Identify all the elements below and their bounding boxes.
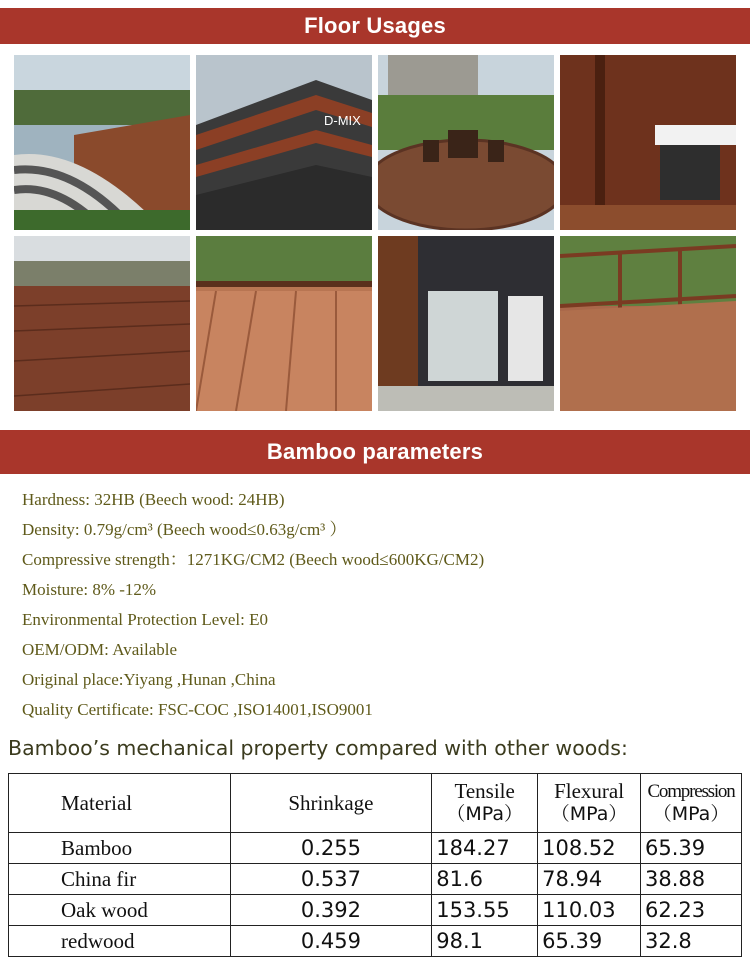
- parameters-list: [22, 485, 484, 725]
- table-row: [9, 864, 742, 895]
- cell-tensile: 98.1: [432, 926, 538, 957]
- header-tensile: [432, 774, 538, 833]
- header-flexural-label: Flexural: [554, 779, 625, 803]
- cell-flexural: 108.52: [538, 833, 641, 864]
- cell-shrinkage: 0.537: [230, 864, 432, 895]
- header-flexural: [538, 774, 641, 833]
- table-row: [9, 833, 742, 864]
- header-tensile-label: Tensile: [454, 779, 515, 803]
- param-oem-odm: OEM/ODM: Available: [22, 640, 178, 659]
- balcony-railing-deck-photo: [196, 236, 372, 411]
- cell-shrinkage: 0.459: [230, 926, 432, 957]
- header-compression-label: Compression: [647, 781, 735, 802]
- svg-text:D-MIX: D-MIX: [324, 113, 361, 128]
- comparison-table: [8, 773, 742, 957]
- cell-flexural: 78.94: [538, 864, 641, 895]
- param-density: Density: 0.79g/cm³ (Beech wood≤0.63g/cm³ ）: [22, 520, 347, 539]
- building-entrance-cladding-photo: [560, 55, 736, 230]
- plaza-terraced-deck-photo: [14, 55, 190, 230]
- floor-usages-banner: [0, 8, 750, 44]
- bamboo-parameters-title: Bamboo parameters: [266, 439, 484, 464]
- param-compressive-strength: Compressive strength：1271KG/CM2 (Beech wood≤600KG/CM2): [22, 550, 485, 569]
- floor-usages-title: Floor Usages: [304, 13, 446, 38]
- header-compression-unit: （MPa）: [652, 803, 730, 825]
- cell-tensile: 184.27: [432, 833, 538, 864]
- terrace-railing-garden-photo: [560, 236, 736, 411]
- cell-tensile: 153.55: [432, 895, 538, 926]
- param-moisture: Moisture: 8% -12%: [22, 580, 157, 599]
- commercial-building-facade-photo: [196, 55, 372, 230]
- cell-flexural: 65.39: [538, 926, 641, 957]
- cell-material: Oak wood: [9, 895, 231, 926]
- cell-tensile: 81.6: [432, 864, 538, 895]
- cell-material: redwood: [9, 926, 231, 957]
- header-material: Material: [9, 774, 231, 833]
- table-row: [9, 895, 742, 926]
- cell-flexural: 110.03: [538, 895, 641, 926]
- cell-shrinkage: 0.255: [230, 833, 432, 864]
- waterfront-deck-photo: [14, 236, 190, 411]
- param-environmental-level: Environmental Protection Level: E0: [22, 610, 268, 629]
- cell-material: China fir: [9, 864, 231, 895]
- param-hardness: Hardness: 32HB (Beech wood: 24HB): [22, 490, 285, 509]
- header-shrinkage: Shrinkage: [230, 774, 432, 833]
- round-deck-with-chairs-photo: [378, 55, 554, 230]
- param-original-place: Original place:Yiyang ,Hunan ,China: [22, 670, 276, 689]
- cell-material: Bamboo: [9, 833, 231, 864]
- cell-compression: 65.39: [641, 833, 742, 864]
- cell-compression: 32.8: [641, 926, 742, 957]
- header-tensile-unit: （MPa）: [446, 803, 523, 825]
- cell-compression: 38.88: [641, 864, 742, 895]
- header-compression: [641, 774, 742, 833]
- table-header-row: [9, 774, 742, 833]
- shopfront-cladding-photo: [378, 236, 554, 411]
- cell-shrinkage: 0.392: [230, 895, 432, 926]
- comparison-heading: Bamboo’s mechanical property compared with other woods:: [8, 736, 628, 760]
- cell-compression: 62.23: [641, 895, 742, 926]
- header-flexural-unit: （MPa）: [550, 803, 628, 825]
- param-quality-certificate: Quality Certificate: FSC-COC ,ISO14001,ISO9001: [22, 700, 373, 719]
- table-row: [9, 926, 742, 957]
- bamboo-parameters-banner: [0, 430, 750, 474]
